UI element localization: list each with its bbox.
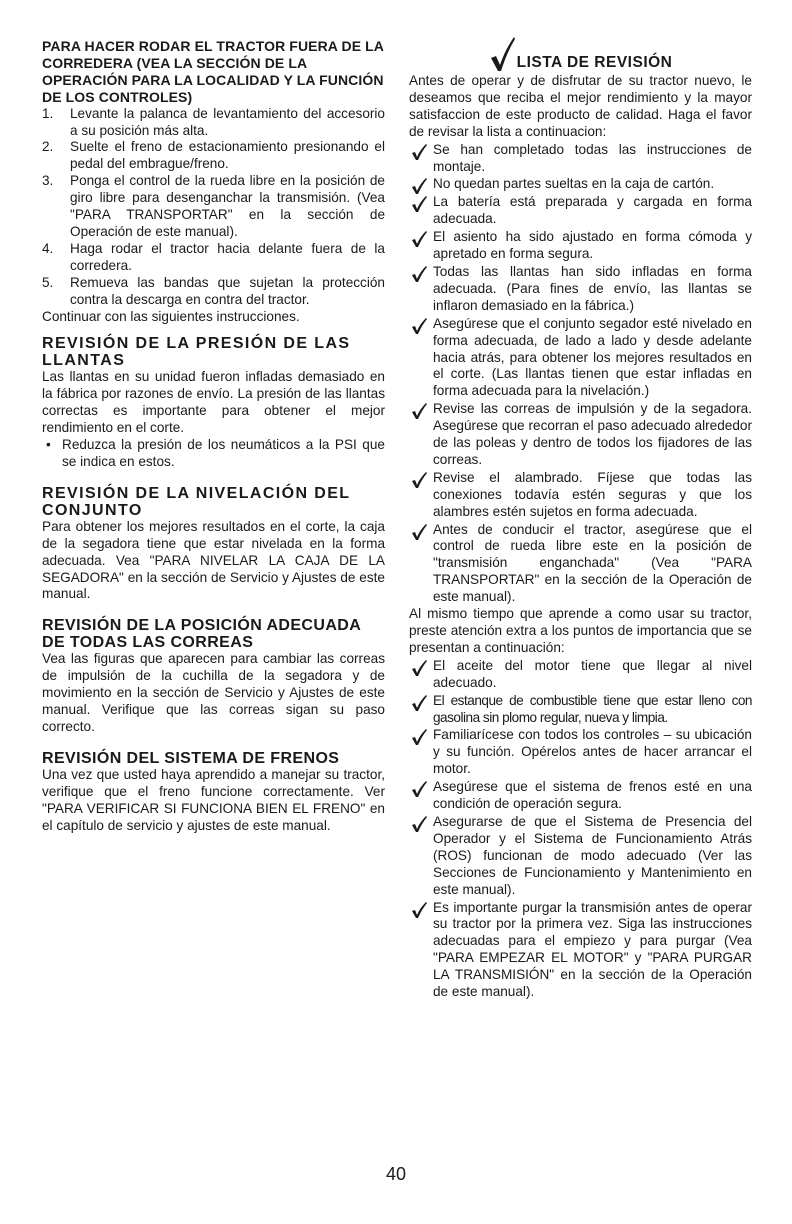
leveling-heading: REVISIÓN DE LA NIVELACIÓN DEL CONJUNTO	[42, 484, 351, 519]
step-text: Remueva las bandas que sujetan la protección contra la descarga en contra del tractor.	[70, 274, 385, 307]
left-column	[42, 38, 385, 835]
list-item	[409, 658, 752, 692]
tire-pressure-text: Las llantas en su unidad fueron infladas demasiado en la fábrica por razones de envío. La presión de las llantas correctas es importante para obtener el mejor rendimiento en el corte.	[42, 369, 385, 436]
check-text: Revise el alambrado. Fíjese que todas las conexiones todavía estén seguras y que los alambres estén sujetos en forma adecuada.	[433, 469, 752, 519]
check-text: La batería está preparada y cargada en forma adecuada.	[433, 194, 752, 227]
checklist-intro: Antes de operar y de disfrutar de su tractor nuevo, le deseamos que reciba el mejor rendimiento y la mayor satisfaccion de este producto de calidad. Haga el favor de revisar la lista a continuacion:	[409, 73, 752, 139]
step-text: Haga rodar el tractor hacia delante fuera de la corredera.	[70, 240, 385, 273]
list-item	[409, 194, 752, 228]
checklist-middle-text: Al mismo tiempo que aprende a como usar su tractor, preste atención extra a los puntos de importancia que se presentan a continuación:	[409, 606, 752, 655]
list-item	[42, 139, 385, 173]
list-item	[409, 779, 752, 813]
checkmark-icon	[411, 317, 427, 335]
check-text: Familiarícese con todos los controles – su ubicación y su función. Opérelos antes de hacer arrancar el motor.	[433, 727, 752, 777]
checkmark-icon	[411, 195, 427, 213]
brake-heading: REVISIÓN DEL SISTEMA DE FRENOS	[42, 749, 340, 767]
check-text: Asegúrese que el conjunto segador esté nivelado en forma adecuada, de lado a lado y desde adelante hacia atrás, para obtener los mejores resultados en el corte. (Las llantas tienen que estar infladas en forma adecuada para la nivelación.)	[433, 315, 752, 399]
check-text: Se han completado todas las instrucciones de montaje.	[433, 141, 752, 174]
list-item	[42, 106, 385, 140]
right-column	[409, 30, 752, 1001]
check-text: El aceite del motor tiene que llegar al nivel adecuado.	[433, 657, 752, 690]
checkmark-icon	[411, 471, 427, 489]
brake-text: Una vez que usted haya aprendido a manejar su tractor, verifique que el freno funcione correctamente. Ver "PARA VERIFICAR SI FUNCIONA BIEN EL FRENO" en el capítulo de servicio y ajustes de este manual.	[42, 766, 385, 833]
checkmark-icon	[411, 780, 427, 798]
list-item	[409, 470, 752, 521]
check-text: Todas las llantas han sido infladas en forma adecuada. (Para fines de envío, las llantas se inflaron demasiado en la fábrica.)	[433, 263, 752, 313]
checklist-after	[409, 658, 752, 1001]
page-number: 40	[385, 1164, 407, 1184]
tow-steps-list	[42, 106, 385, 309]
step-number: 2.	[42, 139, 54, 155]
list-item	[409, 814, 752, 899]
checklist-heading: LISTA DE REVISIÓN	[516, 54, 673, 71]
leveling-text: Para obtener los mejores resultados en el corte, la caja de la segadora tiene que estar nivelada en la forma adecuada. Vea "PARA NIVELAR LA CAJA DE LA SEGADORA" en la sección de Servicio y Ajustes de este manual.	[42, 518, 385, 602]
list-item	[42, 241, 385, 275]
checkmark-icon	[411, 523, 427, 541]
check-text: Revise las correas de impulsión y de la segadora. Asegúrese que recorran el paso adecuado alrededor de las poleas y dentro de todos los fijadores de las correas.	[433, 401, 752, 467]
checkmark-icon	[411, 177, 427, 195]
list-item	[409, 693, 752, 727]
checkmark-icon	[489, 36, 515, 72]
checkmark-icon	[411, 659, 427, 677]
list-item	[42, 275, 385, 309]
bullet-icon: •	[46, 437, 51, 453]
checkmark-icon	[411, 728, 427, 746]
belt-heading: REVISIÓN DE LA POSICIÓN ADECUADA DE TODAS LAS CORREAS	[42, 617, 361, 652]
list-item	[409, 900, 752, 1001]
checklist-before	[409, 142, 752, 606]
check-text: Asegurarse de que el Sistema de Presencia del Operador y el Sistema de Funcionamiento Atrás (ROS) funcionan de modo adecuado (Ver las Secciones de Funcionamiento y Mantenimiento en este manual).	[433, 813, 752, 897]
check-text: El estanque de combustible tiene que estar lleno con gasolina sin plomo regular, nueva y limpia.	[433, 692, 752, 725]
step-text: Ponga el control de la rueda libre en la posición de giro libre para desenganchar la transmisión. (Vea "PARA TRANSPORTAR" en la sección de Operación de este manual).	[70, 173, 385, 239]
step-number: 1.	[42, 105, 54, 121]
checkmark-icon	[411, 402, 427, 420]
checklist-heading-block	[409, 30, 752, 72]
step-text: Suelte el freno de estacionamiento presionando el pedal del embrague/freno.	[70, 139, 385, 172]
list-item	[42, 173, 385, 241]
checkmark-icon	[411, 901, 427, 919]
list-item	[409, 401, 752, 469]
checkmark-icon	[411, 230, 427, 248]
bullet-text: Reduzca la presión de los neumáticos a la PSI que se indica en estos.	[62, 437, 385, 469]
check-text: No quedan partes sueltas en la caja de cartón.	[433, 176, 715, 192]
tire-pressure-bullet	[42, 437, 385, 471]
step-number: 4.	[42, 240, 54, 256]
tow-heading: PARA HACER RODAR EL TRACTOR FUERA DE LA CORREDERA (VEA LA SECCIÓN DE LA OPERACIÓN PARA LA LOCALIDAD Y LA FUNCIÓN DE LOS CONTROLES)	[42, 38, 384, 105]
belt-text: Vea las figuras que aparecen para cambiar las correas de impulsión de la cuchilla de la segadora y de movimiento en la sección de Servicio y Ajustes de este manual. Verifique que las correas sigan su paso correcto.	[42, 651, 385, 734]
checkmark-icon	[411, 143, 427, 161]
list-item	[409, 176, 752, 193]
tire-pressure-heading: REVISIÓN DE LA PRESIÓN DE LAS LLANTAS	[42, 335, 351, 370]
check-text: Antes de conducir el tractor, asegúrese que el control de rueda libre este en la posición de "transmisión enganchada" (Vea "PARA TRANSPORTAR" en la sección de la Operación de este manual).	[433, 521, 752, 605]
list-item	[409, 264, 752, 315]
list-item	[409, 142, 752, 176]
checkmark-icon	[411, 265, 427, 283]
tow-continue-text: Continuar con las siguientes instrucciones.	[42, 308, 300, 324]
list-item	[409, 522, 752, 607]
check-text: Es importante purgar la transmisión antes de operar su tractor por la primera vez. Siga las instrucciones adecuadas para el empiezo y para purgar (Vea "PARA EMPEZAR EL MOTOR" y "PARA PURGAR LA TRANSMISIÓN" en la sección de la Operación de este manual).	[433, 899, 752, 1000]
step-number: 3.	[42, 173, 54, 189]
list-item	[409, 316, 752, 401]
list-item	[409, 229, 752, 263]
list-item	[409, 727, 752, 778]
checkmark-icon	[411, 694, 427, 712]
check-text: Asegúrese que el sistema de frenos esté en una condición de operación segura.	[433, 779, 752, 812]
step-text: Levante la palanca de levantamiento del accesorio a su posición más alta.	[70, 105, 385, 138]
checkmark-icon	[411, 815, 427, 833]
step-number: 5.	[42, 274, 54, 290]
check-text: El asiento ha sido ajustado en forma cómoda y apretado en forma segura.	[433, 229, 752, 262]
